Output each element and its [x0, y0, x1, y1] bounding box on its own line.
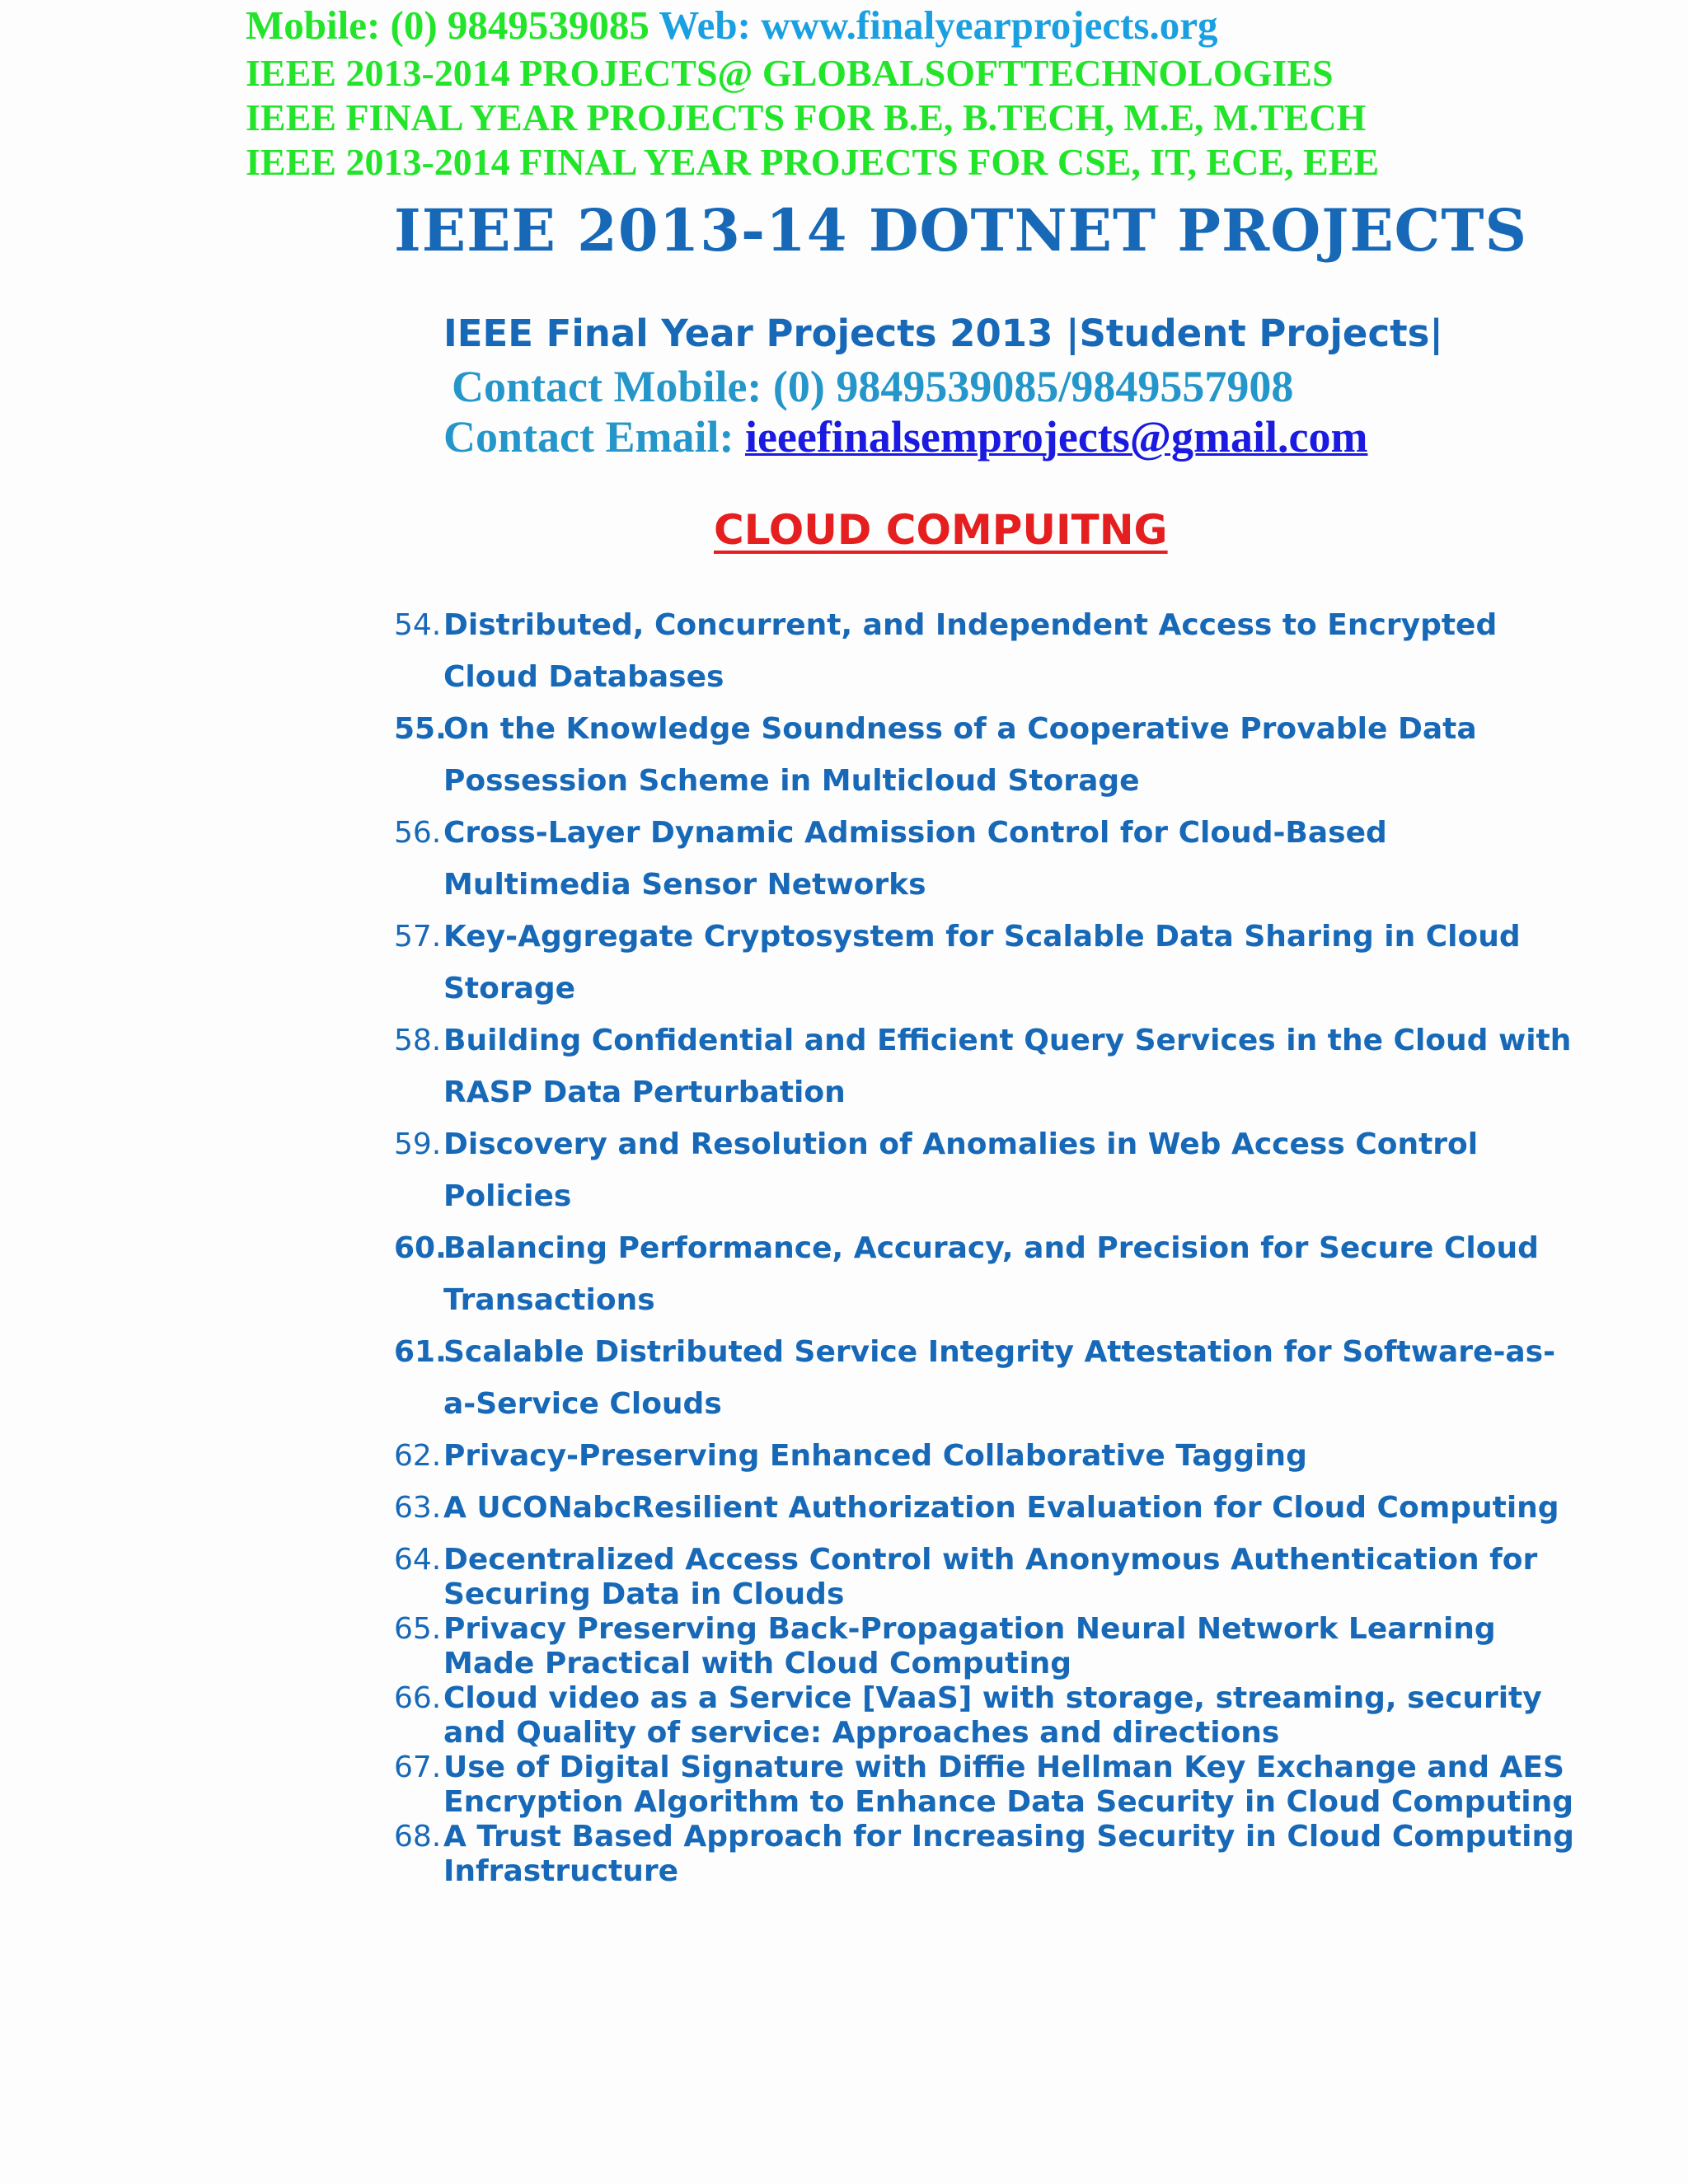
list-item-text: Made Practical with Cloud Computing	[443, 1647, 1072, 1680]
list-item-text: Cross-Layer Dynamic Admission Control for Cloud-Based	[443, 816, 1387, 850]
header-line-mobile-web	[246, 2, 1218, 49]
list-item-text: Privacy Preserving Back-Propagation Neural Network Learning	[443, 1612, 1496, 1646]
contact-mobile: Contact Mobile: (0) 9849539085/9849557908	[452, 362, 1294, 411]
list-item-text: Distributed, Concurrent, and Independent Access to Encrypted	[443, 608, 1498, 642]
section-heading: CLOUD COMPUITNG	[714, 506, 1168, 554]
list-item-text: and Quality of service: Approaches and directions	[443, 1716, 1280, 1750]
list-item-number: 56.	[394, 816, 442, 850]
list-item-text: On the Knowledge Soundness of a Cooperative Provable Data	[443, 712, 1477, 746]
header-web-url[interactable]: www.finalyearprojects.org	[761, 2, 1218, 48]
contact-email-label: Contact Email:	[443, 412, 734, 462]
list-item-text: Cloud video as a Service [VaaS] with storage, streaming, security	[443, 1681, 1542, 1715]
list-item-number: 65.	[394, 1612, 442, 1646]
list-item-number: 62.	[394, 1439, 442, 1473]
list-item-text: Multimedia Sensor Networks	[443, 868, 926, 902]
list-item-text: RASP Data Perturbation	[443, 1076, 846, 1109]
list-item-number: 66.	[394, 1681, 442, 1715]
list-item-number: 60.	[394, 1231, 447, 1265]
list-item-text: Decentralized Access Control with Anonymous Authentication for	[443, 1543, 1538, 1577]
header-mobile: Mobile: (0) 9849539085	[246, 2, 649, 48]
list-item-text: Scalable Distributed Service Integrity Attestation for Software-as-	[443, 1335, 1556, 1369]
list-item-number: 64.	[394, 1543, 442, 1577]
list-item-number: 55.	[394, 712, 447, 746]
list-item-number: 59.	[394, 1127, 442, 1161]
header-line-2: IEEE 2013-2014 PROJECTS@ GLOBALSOFTTECHNOLOGIES	[246, 52, 1334, 94]
list-item-text: Discovery and Resolution of Anomalies in Web Access Control	[443, 1127, 1479, 1161]
list-item-text: Transactions	[443, 1283, 655, 1317]
list-item-text: A Trust Based Approach for Increasing Security in Cloud Computing	[443, 1820, 1574, 1854]
contact-email-link[interactable]: ieeefinalsemprojects@gmail.com	[744, 412, 1368, 462]
header-line-3: IEEE FINAL YEAR PROJECTS FOR B.E, B.TECH, M.E, M.TECH	[246, 96, 1367, 138]
contact-email-line	[443, 411, 1367, 462]
list-item-number: 61.	[394, 1335, 447, 1369]
list-item-text: Cloud Databases	[443, 660, 724, 694]
list-item-text: Securing Data in Clouds	[443, 1577, 845, 1611]
list-item-number: 67.	[394, 1750, 442, 1784]
list-item-text: Privacy-Preserving Enhanced Collaborative Tagging	[443, 1439, 1307, 1473]
list-item-text: Storage	[443, 972, 576, 1005]
page-title: IEEE 2013-14 DOTNET PROJECTS	[394, 196, 1528, 265]
list-item-text: Building Confidential and Efficient Query Services in the Cloud with	[443, 1024, 1572, 1057]
header-web-label: Web:	[659, 2, 751, 48]
list-item-number: 68.	[394, 1820, 442, 1854]
list-item-text: Use of Digital Signature with Diffie Hellman Key Exchange and AES	[443, 1750, 1564, 1784]
list-item-text: A UCONabcResilient Authorization Evaluation for Cloud Computing	[443, 1491, 1559, 1525]
list-item-text: Possession Scheme in Multicloud Storage	[443, 764, 1140, 798]
page-subtitle: IEEE Final Year Projects 2013 |Student Projects|	[443, 312, 1443, 355]
list-item-text: a-Service Clouds	[443, 1387, 722, 1421]
list-item-text: Balancing Performance, Accuracy, and Precision for Secure Cloud	[443, 1231, 1539, 1265]
header-line-4: IEEE 2013-2014 FINAL YEAR PROJECTS FOR CSE, IT, ECE, EEE	[246, 141, 1380, 183]
list-item-number: 54.	[394, 608, 442, 642]
list-item-number: 58.	[394, 1024, 442, 1057]
list-item-number: 63.	[394, 1491, 442, 1525]
list-item-text: Policies	[443, 1179, 572, 1213]
list-item-text: Infrastructure	[443, 1854, 679, 1888]
list-item-text: Encryption Algorithm to Enhance Data Security in Cloud Computing	[443, 1785, 1573, 1819]
list-item-number: 57.	[394, 920, 442, 954]
list-item-text: Key-Aggregate Cryptosystem for Scalable Data Sharing in Cloud	[443, 920, 1521, 954]
